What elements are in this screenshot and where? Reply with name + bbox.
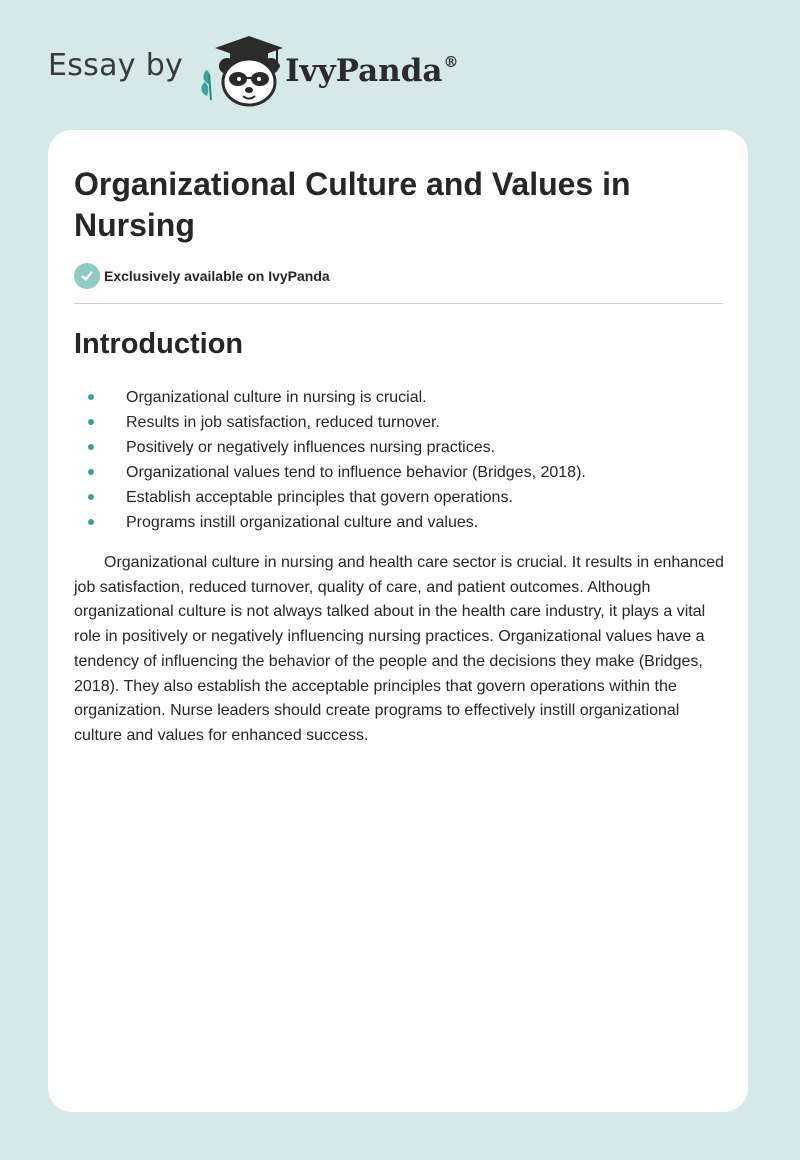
list-item	[74, 510, 714, 535]
essay-card	[48, 130, 748, 1112]
exclusive-badge	[74, 263, 330, 289]
essay-by-label: Essay by	[48, 47, 184, 83]
bullet-dot-icon	[88, 469, 94, 475]
bullet-list	[74, 385, 714, 535]
list-item-text: Organizational values tend to influence behavior (Bridges, 2018).	[126, 464, 586, 481]
bullet-dot-icon	[88, 394, 94, 400]
registered-mark: ®	[443, 53, 459, 71]
bullet-dot-icon	[88, 494, 94, 500]
panda-graduate-icon[interactable]	[197, 30, 283, 110]
list-item-text: Organizational culture in nursing is crucial.	[126, 389, 427, 406]
bullet-dot-icon	[88, 519, 94, 525]
list-item-text: Programs instill organizational culture and values.	[126, 514, 479, 531]
site-header	[48, 30, 459, 110]
body-paragraph: Organizational culture in nursing and health care sector is crucial. It results in enhanced job satisfaction, reduced turnover, quality of care, and patient outcomes. Although organizational culture is not always talked about in the health care industry, it plays a vital role in positively or negatively influencing nursing practices. Organizational values have a tendency of influencing the behavior of the people and the decisions they make (Bridges, 2018). They also establish the acceptable principles that govern operations within the organization. Nurse leaders should create programs to effectively instill organizational culture and values for enhanced success.	[74, 554, 724, 744]
bullet-dot-icon	[88, 419, 94, 425]
section-heading: Introduction	[74, 328, 244, 360]
list-item-text: Results in job satisfaction, reduced turnover.	[126, 414, 440, 431]
list-item	[74, 385, 714, 410]
list-item-text: Positively or negatively influences nursing practices.	[126, 439, 496, 456]
list-item	[74, 460, 714, 485]
brand-logo[interactable]	[285, 53, 458, 89]
list-item	[74, 435, 714, 460]
bullet-dot-icon	[88, 444, 94, 450]
list-item	[74, 485, 714, 510]
list-item	[74, 410, 714, 435]
exclusive-badge-label: Exclusively available on IvyPanda	[104, 268, 330, 284]
divider	[74, 303, 723, 304]
brand-name: IvyPanda	[285, 53, 443, 89]
page-title: Organizational Culture and Values in Nursing	[74, 166, 631, 243]
list-item-text: Establish acceptable principles that govern operations.	[126, 489, 513, 506]
check-circle-icon	[74, 263, 100, 289]
